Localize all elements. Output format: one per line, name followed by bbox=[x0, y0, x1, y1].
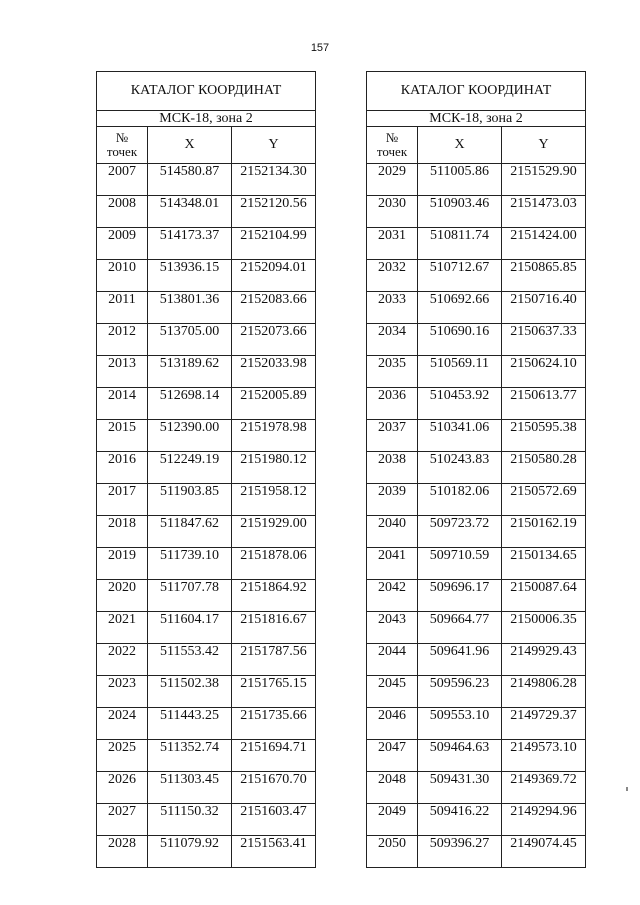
x-coordinate-cell: 509641.96 bbox=[418, 644, 502, 676]
table-row bbox=[97, 164, 316, 196]
point-number-cell: 2045 bbox=[367, 676, 418, 708]
x-coordinate-cell: 512390.00 bbox=[148, 420, 232, 452]
y-coordinate-cell: 2149074.45 bbox=[502, 836, 586, 868]
table-row bbox=[367, 452, 586, 484]
y-coordinate-cell: 2152073.66 bbox=[232, 324, 316, 356]
column-header-number bbox=[367, 127, 418, 164]
y-coordinate-cell: 2151958.12 bbox=[232, 484, 316, 516]
y-coordinate-cell: 2150716.40 bbox=[502, 292, 586, 324]
table-row bbox=[367, 580, 586, 612]
coordinate-catalog-table bbox=[366, 71, 586, 868]
x-coordinate-cell: 511604.17 bbox=[148, 612, 232, 644]
number-sign: № bbox=[115, 130, 129, 145]
column-header-x: X bbox=[148, 127, 232, 164]
x-coordinate-cell: 513801.36 bbox=[148, 292, 232, 324]
point-number-cell: 2019 bbox=[97, 548, 148, 580]
x-coordinate-cell: 509416.22 bbox=[418, 804, 502, 836]
table-row bbox=[367, 420, 586, 452]
x-coordinate-cell: 510903.46 bbox=[418, 196, 502, 228]
point-number-cell: 2029 bbox=[367, 164, 418, 196]
y-coordinate-cell: 2149806.28 bbox=[502, 676, 586, 708]
x-coordinate-cell: 510692.66 bbox=[418, 292, 502, 324]
x-coordinate-cell: 514173.37 bbox=[148, 228, 232, 260]
y-coordinate-cell: 2149573.10 bbox=[502, 740, 586, 772]
x-coordinate-cell: 511352.74 bbox=[148, 740, 232, 772]
point-number-cell: 2007 bbox=[97, 164, 148, 196]
x-coordinate-cell: 512249.19 bbox=[148, 452, 232, 484]
table-row bbox=[367, 516, 586, 548]
x-coordinate-cell: 514580.87 bbox=[148, 164, 232, 196]
y-coordinate-cell: 2152083.66 bbox=[232, 292, 316, 324]
x-coordinate-cell: 509431.30 bbox=[418, 772, 502, 804]
point-number-cell: 2035 bbox=[367, 356, 418, 388]
table-row bbox=[97, 836, 316, 868]
x-coordinate-cell: 509464.63 bbox=[418, 740, 502, 772]
catalog-title: КАТАЛОГ КООРДИНАТ bbox=[97, 72, 316, 111]
table-row bbox=[367, 836, 586, 868]
point-number-cell: 2012 bbox=[97, 324, 148, 356]
point-number-cell: 2042 bbox=[367, 580, 418, 612]
point-number-cell: 2036 bbox=[367, 388, 418, 420]
x-coordinate-cell: 511150.32 bbox=[148, 804, 232, 836]
y-coordinate-cell: 2151929.00 bbox=[232, 516, 316, 548]
number-sign: № bbox=[385, 130, 399, 145]
y-coordinate-cell: 2150865.85 bbox=[502, 260, 586, 292]
y-coordinate-cell: 2152033.98 bbox=[232, 356, 316, 388]
table-row bbox=[97, 260, 316, 292]
table-row bbox=[97, 644, 316, 676]
y-coordinate-cell: 2150087.64 bbox=[502, 580, 586, 612]
table-row bbox=[97, 484, 316, 516]
table-row bbox=[367, 676, 586, 708]
x-coordinate-cell: 513189.62 bbox=[148, 356, 232, 388]
table-row bbox=[367, 228, 586, 260]
y-coordinate-cell: 2152134.30 bbox=[232, 164, 316, 196]
y-coordinate-cell: 2151563.41 bbox=[232, 836, 316, 868]
y-coordinate-cell: 2151424.00 bbox=[502, 228, 586, 260]
x-coordinate-cell: 509723.72 bbox=[418, 516, 502, 548]
point-number-cell: 2023 bbox=[97, 676, 148, 708]
catalog-subtitle: МСК-18, зона 2 bbox=[367, 111, 586, 127]
x-coordinate-cell: 511443.25 bbox=[148, 708, 232, 740]
x-coordinate-cell: 511005.86 bbox=[418, 164, 502, 196]
point-number-cell: 2010 bbox=[97, 260, 148, 292]
y-coordinate-cell: 2150613.77 bbox=[502, 388, 586, 420]
y-coordinate-cell: 2150580.28 bbox=[502, 452, 586, 484]
y-coordinate-cell: 2150162.19 bbox=[502, 516, 586, 548]
point-number-cell: 2026 bbox=[97, 772, 148, 804]
point-number-cell: 2041 bbox=[367, 548, 418, 580]
table-row bbox=[367, 164, 586, 196]
table-row bbox=[367, 804, 586, 836]
x-coordinate-cell: 513936.15 bbox=[148, 260, 232, 292]
point-number-cell: 2018 bbox=[97, 516, 148, 548]
y-coordinate-cell: 2150595.38 bbox=[502, 420, 586, 452]
point-number-cell: 2030 bbox=[367, 196, 418, 228]
table-row bbox=[97, 228, 316, 260]
point-number-cell: 2009 bbox=[97, 228, 148, 260]
x-coordinate-cell: 511553.42 bbox=[148, 644, 232, 676]
table-row bbox=[97, 612, 316, 644]
y-coordinate-cell: 2149369.72 bbox=[502, 772, 586, 804]
point-number-cell: 2032 bbox=[367, 260, 418, 292]
point-number-cell: 2025 bbox=[97, 740, 148, 772]
table-body bbox=[97, 164, 316, 868]
catalog-title: КАТАЛОГ КООРДИНАТ bbox=[367, 72, 586, 111]
points-label: точек bbox=[106, 144, 138, 159]
table-row bbox=[97, 804, 316, 836]
point-number-cell: 2017 bbox=[97, 484, 148, 516]
y-coordinate-cell: 2151735.66 bbox=[232, 708, 316, 740]
y-coordinate-cell: 2151694.71 bbox=[232, 740, 316, 772]
point-number-cell: 2022 bbox=[97, 644, 148, 676]
table-row bbox=[367, 388, 586, 420]
point-number-cell: 2047 bbox=[367, 740, 418, 772]
point-number-cell: 2046 bbox=[367, 708, 418, 740]
page-number: 157 bbox=[310, 42, 330, 54]
point-number-cell: 2048 bbox=[367, 772, 418, 804]
table-row bbox=[97, 548, 316, 580]
y-coordinate-cell: 2152005.89 bbox=[232, 388, 316, 420]
y-coordinate-cell: 2152104.99 bbox=[232, 228, 316, 260]
x-coordinate-cell: 513705.00 bbox=[148, 324, 232, 356]
y-coordinate-cell: 2151864.92 bbox=[232, 580, 316, 612]
y-coordinate-cell: 2152094.01 bbox=[232, 260, 316, 292]
x-coordinate-cell: 509710.59 bbox=[418, 548, 502, 580]
point-number-cell: 2011 bbox=[97, 292, 148, 324]
point-number-cell: 2044 bbox=[367, 644, 418, 676]
point-number-cell: 2013 bbox=[97, 356, 148, 388]
catalog-subtitle: МСК-18, зона 2 bbox=[97, 111, 316, 127]
table-row bbox=[367, 260, 586, 292]
point-number-cell: 2038 bbox=[367, 452, 418, 484]
x-coordinate-cell: 510811.74 bbox=[418, 228, 502, 260]
y-coordinate-cell: 2151816.67 bbox=[232, 612, 316, 644]
y-coordinate-cell: 2151603.47 bbox=[232, 804, 316, 836]
table-body bbox=[367, 164, 586, 868]
x-coordinate-cell: 512698.14 bbox=[148, 388, 232, 420]
scan-mark bbox=[626, 787, 628, 791]
points-label: точек bbox=[376, 144, 408, 159]
column-header-number bbox=[97, 127, 148, 164]
table-row bbox=[97, 388, 316, 420]
x-coordinate-cell: 510243.83 bbox=[418, 452, 502, 484]
table-row bbox=[97, 420, 316, 452]
point-number-cell: 2033 bbox=[367, 292, 418, 324]
x-coordinate-cell: 510569.11 bbox=[418, 356, 502, 388]
x-coordinate-cell: 509664.77 bbox=[418, 612, 502, 644]
x-coordinate-cell: 510182.06 bbox=[418, 484, 502, 516]
y-coordinate-cell: 2151978.98 bbox=[232, 420, 316, 452]
x-coordinate-cell: 510453.92 bbox=[418, 388, 502, 420]
table-row bbox=[367, 324, 586, 356]
y-coordinate-cell: 2151980.12 bbox=[232, 452, 316, 484]
point-number-cell: 2015 bbox=[97, 420, 148, 452]
column-header-y: Y bbox=[232, 127, 316, 164]
table-row bbox=[97, 292, 316, 324]
column-header-y: Y bbox=[502, 127, 586, 164]
table-row bbox=[97, 324, 316, 356]
y-coordinate-cell: 2150637.33 bbox=[502, 324, 586, 356]
x-coordinate-cell: 511739.10 bbox=[148, 548, 232, 580]
point-number-cell: 2020 bbox=[97, 580, 148, 612]
coordinate-catalog-table bbox=[96, 71, 316, 868]
x-coordinate-cell: 511707.78 bbox=[148, 580, 232, 612]
x-coordinate-cell: 514348.01 bbox=[148, 196, 232, 228]
table-row bbox=[97, 580, 316, 612]
table-row bbox=[367, 708, 586, 740]
table-row bbox=[97, 676, 316, 708]
y-coordinate-cell: 2151473.03 bbox=[502, 196, 586, 228]
y-coordinate-cell: 2150134.65 bbox=[502, 548, 586, 580]
y-coordinate-cell: 2152120.56 bbox=[232, 196, 316, 228]
y-coordinate-cell: 2151529.90 bbox=[502, 164, 586, 196]
x-coordinate-cell: 511303.45 bbox=[148, 772, 232, 804]
point-number-cell: 2049 bbox=[367, 804, 418, 836]
table-row bbox=[367, 612, 586, 644]
table-row bbox=[97, 708, 316, 740]
x-coordinate-cell: 511502.38 bbox=[148, 676, 232, 708]
y-coordinate-cell: 2151878.06 bbox=[232, 548, 316, 580]
table-row bbox=[367, 740, 586, 772]
table-row bbox=[367, 772, 586, 804]
y-coordinate-cell: 2151787.56 bbox=[232, 644, 316, 676]
table-row bbox=[367, 644, 586, 676]
point-number-cell: 2039 bbox=[367, 484, 418, 516]
point-number-cell: 2014 bbox=[97, 388, 148, 420]
point-number-cell: 2021 bbox=[97, 612, 148, 644]
point-number-cell: 2008 bbox=[97, 196, 148, 228]
y-coordinate-cell: 2150624.10 bbox=[502, 356, 586, 388]
table-row bbox=[97, 452, 316, 484]
table-row bbox=[367, 548, 586, 580]
x-coordinate-cell: 511903.85 bbox=[148, 484, 232, 516]
y-coordinate-cell: 2151765.15 bbox=[232, 676, 316, 708]
y-coordinate-cell: 2149729.37 bbox=[502, 708, 586, 740]
point-number-cell: 2043 bbox=[367, 612, 418, 644]
y-coordinate-cell: 2149929.43 bbox=[502, 644, 586, 676]
table-row bbox=[367, 196, 586, 228]
point-number-cell: 2031 bbox=[367, 228, 418, 260]
table-row bbox=[367, 356, 586, 388]
table-row bbox=[97, 772, 316, 804]
y-coordinate-cell: 2150006.35 bbox=[502, 612, 586, 644]
x-coordinate-cell: 511079.92 bbox=[148, 836, 232, 868]
x-coordinate-cell: 510341.06 bbox=[418, 420, 502, 452]
point-number-cell: 2034 bbox=[367, 324, 418, 356]
point-number-cell: 2016 bbox=[97, 452, 148, 484]
x-coordinate-cell: 510690.16 bbox=[418, 324, 502, 356]
x-coordinate-cell: 509396.27 bbox=[418, 836, 502, 868]
point-number-cell: 2040 bbox=[367, 516, 418, 548]
y-coordinate-cell: 2150572.69 bbox=[502, 484, 586, 516]
point-number-cell: 2037 bbox=[367, 420, 418, 452]
table-row bbox=[97, 196, 316, 228]
x-coordinate-cell: 510712.67 bbox=[418, 260, 502, 292]
table-row bbox=[97, 516, 316, 548]
column-header-x: X bbox=[418, 127, 502, 164]
table-row bbox=[97, 740, 316, 772]
x-coordinate-cell: 509696.17 bbox=[418, 580, 502, 612]
point-number-cell: 2050 bbox=[367, 836, 418, 868]
table-row bbox=[367, 292, 586, 324]
x-coordinate-cell: 509553.10 bbox=[418, 708, 502, 740]
y-coordinate-cell: 2151670.70 bbox=[232, 772, 316, 804]
table-row bbox=[97, 356, 316, 388]
x-coordinate-cell: 509596.23 bbox=[418, 676, 502, 708]
point-number-cell: 2028 bbox=[97, 836, 148, 868]
point-number-cell: 2027 bbox=[97, 804, 148, 836]
x-coordinate-cell: 511847.62 bbox=[148, 516, 232, 548]
table-row bbox=[367, 484, 586, 516]
y-coordinate-cell: 2149294.96 bbox=[502, 804, 586, 836]
point-number-cell: 2024 bbox=[97, 708, 148, 740]
